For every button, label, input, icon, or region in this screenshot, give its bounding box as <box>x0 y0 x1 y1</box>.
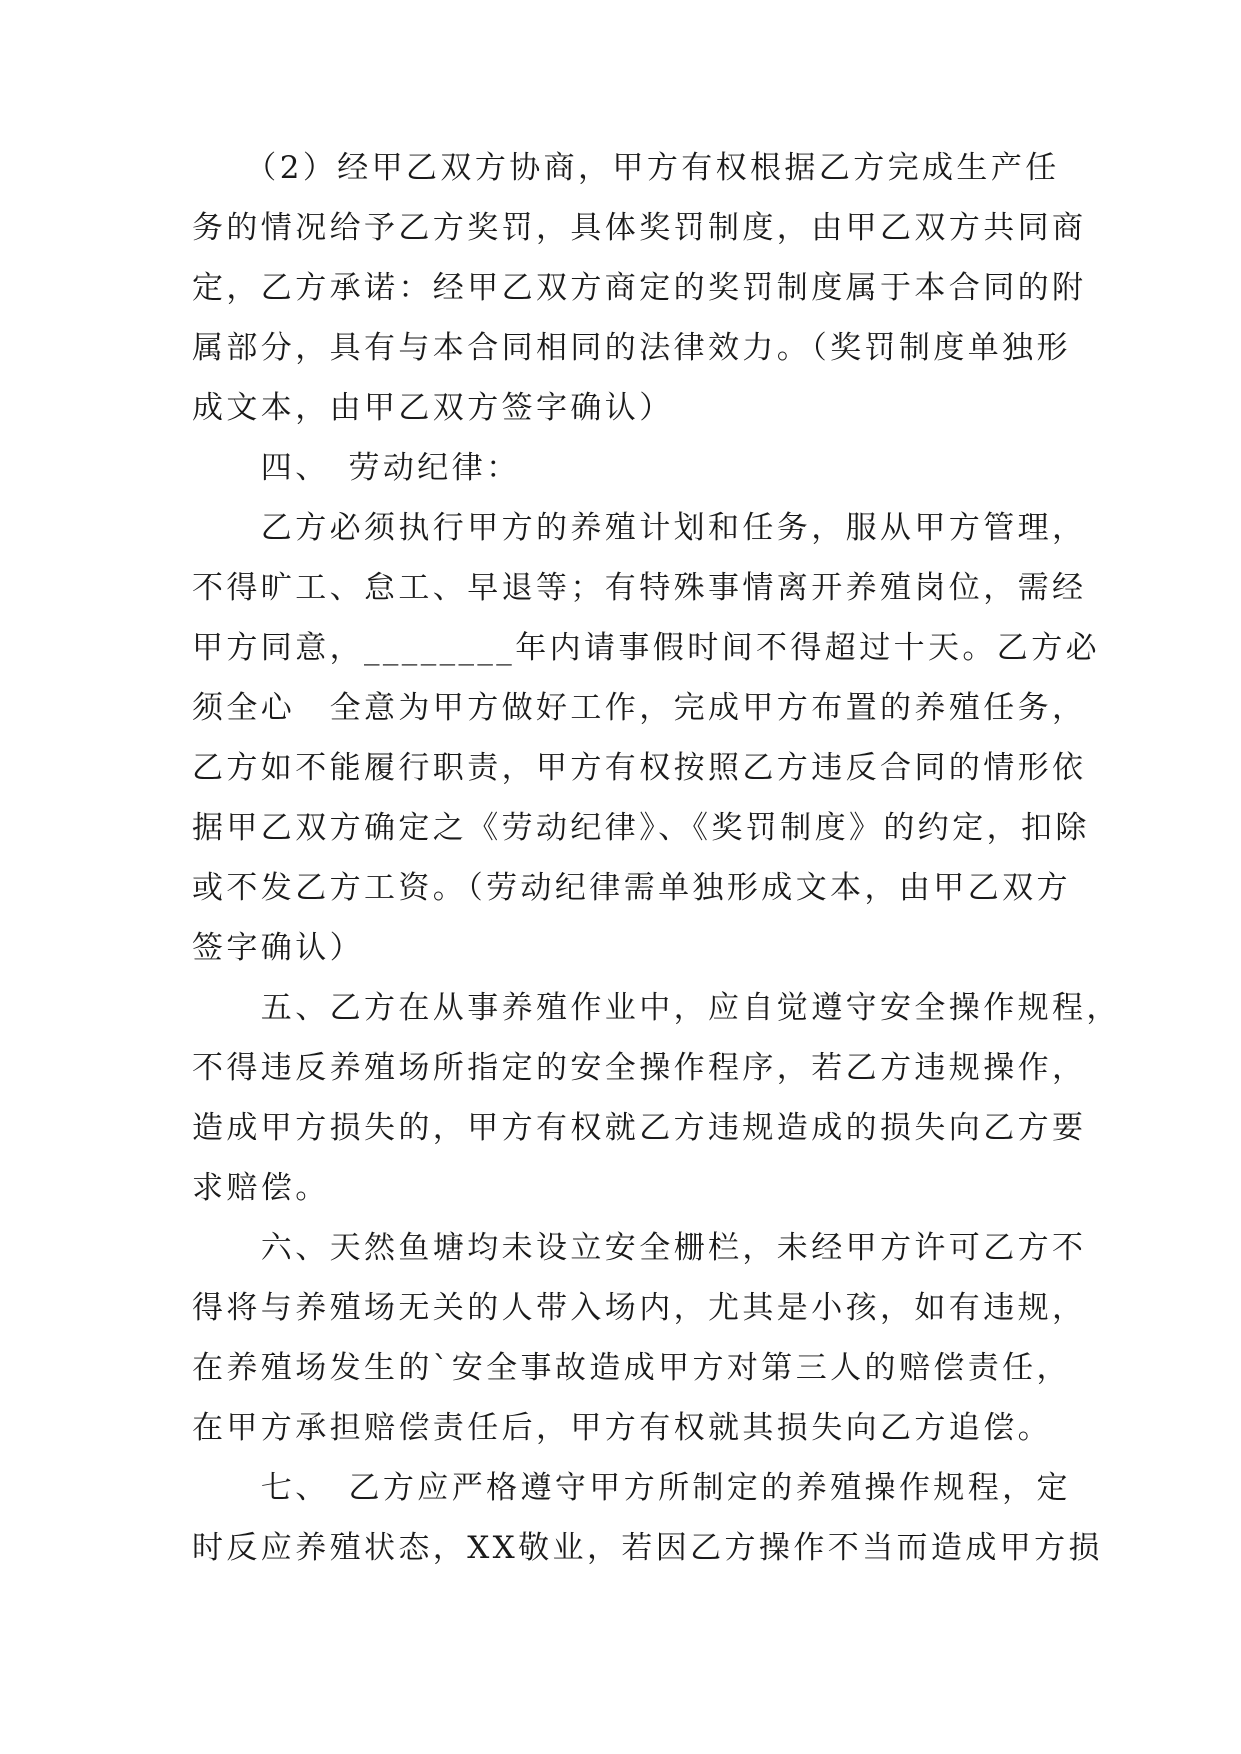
text-line: 五、乙方在从事养殖作业中，应自觉遵守安全操作规程， <box>192 990 1121 1026</box>
text-line: 时反应养殖状态，XX敬业，若因乙方操作不当而造成甲方损 <box>192 1530 1103 1566</box>
text-line: 得将与养殖场无关的人带入场内，尤其是小孩，如有违规， <box>192 1290 1087 1326</box>
text-line: 须全心 全意为甲方做好工作，完成甲方布置的养殖任务， <box>192 690 1087 726</box>
text-line: 乙方如不能履行职责，甲方有权按照乙方违反合同的情形依 <box>192 750 1087 786</box>
text-line: 不得违反养殖场所指定的安全操作程序，若乙方违规操作， <box>192 1050 1087 1086</box>
text-line: 甲方同意，________年内请事假时间不得超过十天。乙方必 <box>192 630 1100 666</box>
text-line: 在养殖场发生的`安全事故造成甲方对第三人的赔偿责任， <box>192 1350 1071 1386</box>
text-line: 或不发乙方工资。（劳动纪律需单独形成文本，由甲乙双方 <box>192 870 1071 906</box>
section-heading: 四、 劳动纪律： <box>192 450 521 486</box>
text-line: （2）经甲乙双方协商，甲方有权根据乙方完成生产任 <box>192 150 1060 186</box>
text-line: 定，乙方承诺：经甲乙双方商定的奖罚制度属于本合同的附 <box>192 270 1087 306</box>
text-line: 七、 乙方应严格遵守甲方所制定的养殖操作规程，定 <box>192 1470 1071 1506</box>
text-line: 务的情况给予乙方奖罚，具体奖罚制度，由甲乙双方共同商 <box>192 210 1087 246</box>
text-line: 在甲方承担赔偿责任后，甲方有权就其损失向乙方追偿。 <box>192 1410 1052 1446</box>
text-line: 据甲乙双方确定之《劳动纪律》、《奖罚制度》的约定，扣除 <box>192 810 1090 846</box>
text-line: 不得旷工、怠工、早退等；有特殊事情离开养殖岗位，需经 <box>192 570 1087 606</box>
text-line: 求赔偿。 <box>192 1170 330 1206</box>
text-line: 签字确认） <box>192 930 364 966</box>
text-line: 属部分，具有与本合同相同的法律效力。（奖罚制度单独形 <box>192 330 1071 366</box>
text-line: 乙方必须执行甲方的养殖计划和任务，服从甲方管理， <box>192 510 1087 546</box>
text-line: 六、天然鱼塘均未设立安全栅栏，未经甲方许可乙方不 <box>192 1230 1087 1266</box>
text-line: 造成甲方损失的，甲方有权就乙方违规造成的损失向乙方要 <box>192 1110 1087 1146</box>
text-line: 成文本，由甲乙双方签字确认） <box>192 390 674 426</box>
